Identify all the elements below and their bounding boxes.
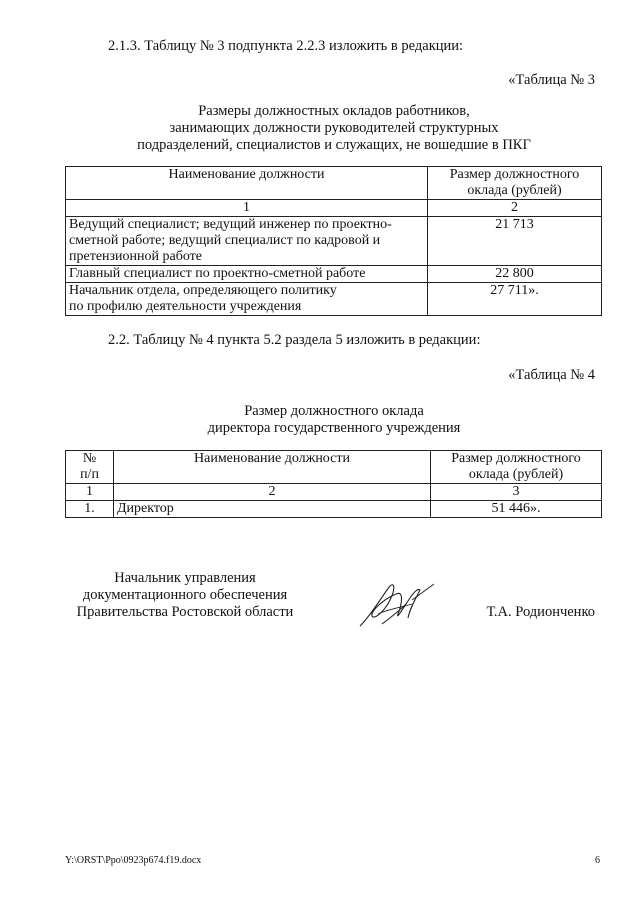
- footer-file-path: Y:\ORST\Ppo\0923p674.f19.docx: [65, 855, 202, 866]
- signatory-line-2: документационного обеспечения: [82, 587, 288, 603]
- table4-label: «Таблица № 4: [508, 367, 595, 383]
- table3-col-number-2: 2: [428, 200, 602, 217]
- signatory-line-3: Правительства Ростовской области: [76, 604, 294, 620]
- table3-col-number-1: 1: [66, 200, 428, 217]
- table4-col-number-2: 2: [114, 484, 431, 501]
- table3-position-cell: Главный специалист по проектно-сметной работе: [66, 266, 428, 283]
- section-2-2-text: 2.2. Таблицу № 4 пункта 5.2 раздела 5 изложить в редакции:: [108, 332, 481, 348]
- signature-icon: [352, 574, 442, 634]
- table4-title-line-2: директора государственного учреждения: [207, 420, 461, 436]
- table3-title-line-2: занимающих должности руководителей структурных: [169, 120, 499, 136]
- table4-header-position: Наименование должности: [114, 451, 431, 484]
- table4-row-number: 1.: [66, 501, 114, 518]
- table4-header-number: № п/п: [66, 451, 114, 484]
- table3-number-row: [66, 200, 602, 217]
- table-4: [65, 450, 602, 518]
- table4-salary-cell: 51 446».: [431, 501, 602, 518]
- signatory-line-1: Начальник управления: [114, 570, 256, 586]
- table3-salary-cell: 22 800: [428, 266, 602, 283]
- table4-header-row: [66, 451, 602, 484]
- table3-header-salary: Размер должностного оклада (рублей): [428, 167, 602, 200]
- table4-position-cell: Директор: [114, 501, 431, 518]
- table3-label: «Таблица № 3: [508, 72, 595, 88]
- section-2-1-3-text: 2.1.3. Таблицу № 3 подпункта 2.2.3 изложить в редакции:: [108, 38, 464, 54]
- table3-title-line-1: Размеры должностных окладов работников,: [198, 103, 470, 119]
- table-3: [65, 166, 602, 316]
- table3-header-row: [66, 167, 602, 200]
- table3-header-position: Наименование должности: [66, 167, 428, 200]
- table-row: [66, 283, 602, 316]
- table3-title-line-3: подразделений, специалистов и служащих, не вошедшие в ПКГ: [137, 137, 531, 153]
- table3-position-cell: Ведущий специалист; ведущий инженер по проектно- сметной работе; ведущий специалист по кадровой и претензионной работе: [66, 217, 428, 266]
- table3-salary-cell: 21 713: [428, 217, 602, 266]
- page-number: 6: [595, 855, 600, 866]
- table3-salary-cell: 27 711».: [428, 283, 602, 316]
- signatory-name: Т.А. Родионченко: [486, 604, 595, 620]
- table-row: [66, 266, 602, 283]
- table4-col-number-1: 1: [66, 484, 114, 501]
- table-row: [66, 217, 602, 266]
- table4-number-row: [66, 484, 602, 501]
- table4-col-number-3: 3: [431, 484, 602, 501]
- table-row: [66, 501, 602, 518]
- table4-title-line-1: Размер должностного оклада: [244, 403, 424, 419]
- table4-header-salary: Размер должностного оклада (рублей): [431, 451, 602, 484]
- table3-position-cell: Начальник отдела, определяющего политику по профилю деятельности учреждения: [66, 283, 428, 316]
